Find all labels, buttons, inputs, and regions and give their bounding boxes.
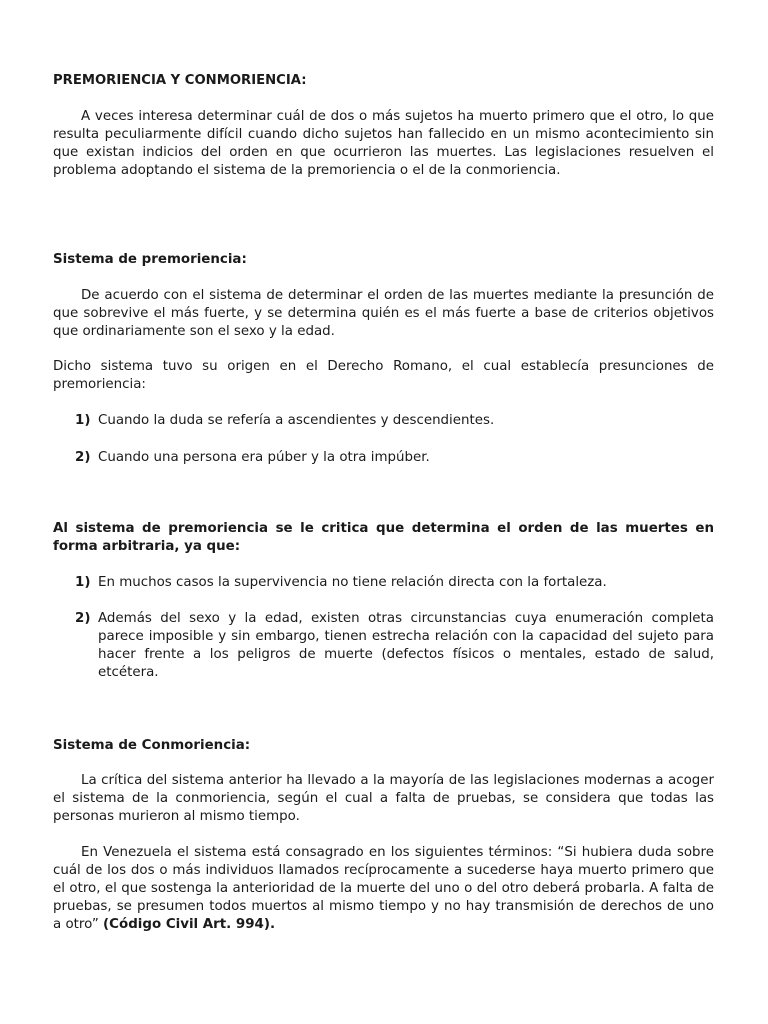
list-item <box>53 574 714 592</box>
code-citation: (Código Civil Art. 994). <box>103 917 276 932</box>
intro-paragraph: A veces interesa determinar cuál de dos o más sujetos ha muerto primero que el otro, lo que resulta peculiarmente difícil cuando dicho sujetos han fallecido en un mismo acontecimiento sin que existan indicios del orden en que ocurrieron las muertes. Las legislaciones resuelven el problema adoptando el sistema de la premoriencia o el de la conmoriencia. <box>53 109 714 178</box>
premoriencia-paragraph-1: De acuerdo con el sistema de determinar el orden de las muertes mediante la presunción de que sobrevive el más fuerte, y se determina quién es el más fuerte a base de criterios objetivos que ordinariamente son el sexo y la edad. <box>53 288 714 339</box>
list-number: 2) <box>75 450 91 465</box>
list-item <box>53 610 714 682</box>
critica-heading: Al sistema de premoriencia se le critica que determina el orden de las muertes en forma arbitraria, ya que: <box>53 521 714 554</box>
list-number: 1) <box>75 575 91 590</box>
document-title: PREMORIENCIA Y CONMORIENCIA: <box>53 73 307 88</box>
list-number: 2) <box>75 611 91 626</box>
list-item <box>53 449 714 467</box>
premoriencia-paragraph-2: Dicho sistema tuvo su origen en el Derecho Romano, el cual establecía presunciones de premoriencia: <box>53 359 714 392</box>
premoriencia-heading: Sistema de premoriencia: <box>53 252 247 267</box>
list-text: Cuando una persona era púber y la otra impúber. <box>98 450 430 465</box>
conmoriencia-heading: Sistema de Conmoriencia: <box>53 738 251 753</box>
conmoriencia-paragraph-2 <box>53 844 714 934</box>
conmoriencia-paragraph-1: La crítica del sistema anterior ha llevado a la mayoría de las legislaciones modernas a acoger el sistema de la conmoriencia, según el cual a falta de pruebas, se considera que todas las personas murieron al mismo tiempo. <box>53 773 714 824</box>
list-text: Cuando la duda se refería a ascendientes y descendientes. <box>98 413 495 428</box>
list-text: En muchos casos la supervivencia no tiene relación directa con la fortaleza. <box>98 575 607 590</box>
list-number: 1) <box>75 413 91 428</box>
quoted-article-text: En Venezuela el sistema está consagrado en los siguientes términos: “Si hubiera duda sobre cuál de los dos o más individuos llamados recíprocamente a sucederse haya muerto primero que el otro, el que sostenga la anterioridad de la muerte del uno o del otro deberá probarla. A falta de pruebas, se presumen todos muertos al mismo tiempo y no hay transmisión de derechos de uno a otro” <box>53 845 714 932</box>
list-item <box>53 412 714 430</box>
list-text: Además del sexo y la edad, existen otras circunstancias cuya enumeración completa parece imposible y sin embargo, tienen estrecha relación con la capacidad del sujeto para hacer frente a los peligros de muerte (defectos físicos o mentales, estado de salud, etcétera. <box>98 611 714 680</box>
